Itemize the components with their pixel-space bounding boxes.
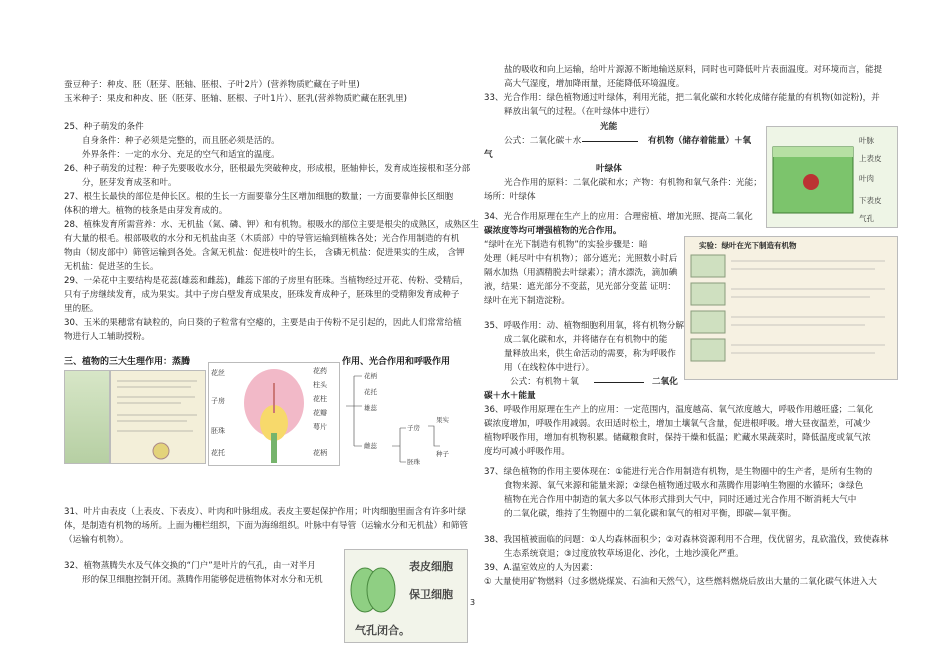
q29c: 里的胚。: [64, 304, 99, 314]
flower-label-7: 花瓣: [313, 410, 327, 417]
q34c: “绿叶在光下制造有机物”的实验步骤是：暗: [484, 240, 648, 250]
root-notes-lines: [111, 371, 205, 463]
q35d: 用（在线粒体中进行）。: [504, 363, 595, 373]
q29b: 只有子房继续发育，成为果实。其中子房白壁发育成果皮，胚珠发育成种子，胚珠里的受精卵发育成种子: [64, 290, 460, 300]
vein-shape: [803, 174, 819, 190]
leaf-label-3: 下表皮: [859, 196, 882, 205]
flow-label-4: 子房: [407, 425, 420, 432]
q30b: 物进行人工辅助授粉。: [64, 332, 150, 342]
q27a: 27、根生长最快的部位是伸长区。根的生长一方面要靠分生区增加细胞的数量；一方面要靠伸长区细胞: [64, 192, 454, 202]
section3-title: 三、植物的三大生理作用：蒸腾: [64, 357, 191, 367]
q30: 30、玉米的果穗常有缺粒的，向日葵的子粒常有空瘪的，主要是由于传粉不足引起的，因此人们常常给植: [64, 318, 462, 328]
q34f: 液，结果：遮光部分不变蓝，见光部分变蓝 证明：: [484, 282, 676, 292]
q38a: 38、我国植被面临的问题：①人均森林面积少；②对森林资源利用不合理，伐优留劣，乱砍滥伐，致使森林: [484, 535, 889, 545]
flower-flowchart: [340, 366, 452, 466]
flower-label-3: 花托: [211, 450, 225, 457]
q25a: 自身条件：种子必须是完整的，而且胚必须是活的。: [82, 136, 280, 146]
q31c: （运输有机物）。: [64, 535, 129, 545]
r-l1: 盐的吸收和向上运输，给叶片源源不断地输送原料，同时也可降低叶片表面温度。对环境而言，能提: [504, 65, 883, 75]
flower-label-0: 花丝: [211, 370, 225, 377]
stoma-svg: [345, 550, 467, 642]
light-energy-label: 光能: [600, 122, 618, 132]
q37a: 37、绿色植物的作用主要体现在：①能进行光合作用制造有机物，是生物圈中的生产者，是所有生物的: [484, 467, 873, 477]
leaf-label-4: 气孔: [859, 214, 874, 223]
flower-label-9: 花柄: [313, 450, 327, 457]
q36b: 碳浓度增加，呼吸作用减弱。农田适时松土，增加土壤氧气含量，促进根呼吸。增大昼夜温差，可减少: [484, 419, 871, 429]
stalk-shape: [271, 433, 277, 463]
q32b: 形的保卫细胞控制开闭。蒸腾作用能够促进植物体对水分和无机: [82, 575, 323, 585]
formula1c: 气: [484, 150, 493, 160]
stoma-label-0: 表皮细胞: [409, 561, 453, 573]
q25: 25、种子萌发的条件: [64, 122, 144, 132]
formula2-arrow: [594, 382, 644, 383]
flower-label-4: 花药: [313, 368, 327, 375]
stoma-label-1: 保卫细胞: [409, 589, 453, 601]
q34a: 34、光合作用原理在生产上的应用：合理密植、增加光照、提高二氧化: [484, 212, 753, 222]
seed1: 蚕豆种子：种皮、胚（胚芽、胚轴、胚根、子叶2片）(营养物质贮藏在子叶里): [64, 80, 360, 90]
q37b: 食物来源、氧气来源和能量来源；②绿色植物通过吸水和蒸腾作用影响生物圈的水循环；③绿色: [504, 481, 864, 491]
q26a: 26、种子萌发的过程：种子先要吸收水分，胚根最先突破种皮，形成根，胚轴伸长，发育成连接根和茎分部: [64, 164, 471, 174]
flower-label-2: 胚珠: [211, 428, 225, 435]
flow-label-0: 花柄: [364, 373, 377, 380]
stoma-label-2: 气孔闭合。: [355, 625, 410, 637]
q37c: 植物在光合作用中制造的氧大多以气体形式排到大气中，同时还通过光合作用不断消耗大气中: [504, 495, 857, 505]
r-l2: 高大气湿度，增加降雨量，还能降低环境温度。: [504, 79, 685, 89]
flow-label-6: 果实: [436, 417, 449, 424]
guard-cell-right: [367, 568, 395, 612]
q36a: 36、呼吸作用原理在生产上的应用：一定范围内，温度越高、氧气浓度越大，呼吸作用越旺盛；二氧化: [484, 405, 874, 415]
q31b: 体，是制造有机物的场所。上面为栅栏组织，下面为海绵组织。叶脉中有导管（运输水分和无机盐）和筛管: [64, 521, 468, 531]
flower-diagram: [208, 362, 340, 466]
q29a: 29、一朵花中主要结构是花蕊(雄蕊和雌蕊)，雌蕊下部的子房里有胚珠。当植物经过开花、传粉、受精后，: [64, 276, 469, 286]
formula1-arrow: [582, 141, 638, 142]
q33d: 场所：叶绿体: [484, 192, 536, 202]
flow-label-3: 雌蕊: [364, 443, 377, 450]
q36d: 度均可减小呼吸作用。: [484, 447, 570, 457]
flowchart-svg: [340, 366, 452, 466]
q34g: 绿叶在光下制造淀粉。: [484, 296, 570, 306]
formula2: 公式：有机物＋氧: [510, 377, 579, 387]
q33c: 光合作用的原料：二氧化碳和水；产物：有机物和氧气条件：光能；: [504, 178, 762, 188]
formula2c: 碳＋水＋能量: [484, 391, 536, 401]
flower-label-5: 柱头: [313, 382, 327, 389]
experiment-title: 实验：绿叶在光下制造有机物: [699, 241, 797, 250]
q33a: 33、光合作用：绿色植物通过叶绿体，利用光能，把二氧化碳和水转化成储存能量的有机物(如淀粉)，并: [484, 93, 880, 103]
leaf-label-0: 叶脉: [859, 136, 874, 145]
q28b: 有大量的根毛。根部吸收的水分和无机盐由茎（木质部）中的导管运输到植株各处；光合作用制造的有机: [64, 234, 460, 244]
flow-label-5: 胚珠: [407, 459, 420, 466]
q36c: 植物呼吸作用，增加有机物积累。储藏粮食时，保持干燥和低温；贮藏水果蔬菜时，降低温度或氧气浓: [484, 433, 871, 443]
q34b: 碳浓度等均可增强植物的光合作用。: [484, 226, 622, 236]
chloroplast-label: 叶绿体: [596, 164, 622, 174]
q32a: 32、植物蒸腾失水及气体交换的“门户”是叶片的气孔，由一对半月: [64, 561, 316, 571]
experiment-steps: [685, 237, 897, 379]
leaf-svg: [767, 127, 897, 227]
flower-label-6: 花柱: [313, 396, 327, 403]
q34e: 隔水加热（用酒精脱去叶绿素）；清水漂洗，滴加碘: [484, 268, 678, 278]
page-number: 3: [470, 598, 476, 607]
stoma-image: [344, 549, 468, 643]
flow-label-7: 种子: [436, 451, 449, 458]
q28d: 无机盐：促进茎的生长。: [64, 262, 159, 272]
leaf-structure-image: [766, 126, 898, 228]
flow-label-2: 雄蕊: [364, 405, 377, 412]
flower-svg: [209, 363, 339, 465]
flower-label-1: 子房: [211, 398, 225, 405]
q38b: 生态系统衰退；③过度放牧草场退化、沙化，土地沙漠化严重。: [504, 549, 744, 559]
q34d: 处理（耗尽叶中有机物）；部分遮光；光照数小时后: [484, 254, 678, 264]
formula1: 公式：二氧化碳＋水: [504, 136, 582, 146]
q35b: 成二氧化碳和水，并将储存在有机物中的能: [504, 335, 668, 345]
experiment-image: [684, 236, 898, 380]
flow-label-1: 花托: [364, 389, 377, 396]
q39a: ① 大量使用矿物燃料（过多燃烧煤炭、石油和天然气），这些燃料燃烧后放出大量的二氧化碳气体进入大: [484, 577, 877, 587]
q35a: 35、呼吸作用：动、植物细胞利用氧，将有机物分解: [484, 321, 684, 331]
q26b: 分，胚芽发育成茎和叶。: [82, 178, 177, 188]
q33b: 释放出氧气的过程。（在叶绿体中进行）: [504, 107, 655, 117]
q27b: 体积的增大。植物的枝条是由芽发育成的。: [64, 206, 228, 216]
q25b: 外界条件：一定的水分、充足的空气和适宜的温度。: [82, 150, 280, 160]
leaf-label-2: 叶肉: [859, 174, 874, 183]
formula1b: 有机物（储存着能量）＋氧: [648, 136, 752, 146]
q31a: 31、叶片由表皮（上表皮、下表皮）、叶肉和叶脉组成。表皮主要起保护作用；叶肉细胞里面含有许多叶绿: [64, 507, 466, 517]
q37d: 的二氧化碳，维持了生物圈中的二氧化碳和氧气的相对平衡，即碳—氧平衡。: [504, 509, 797, 519]
upper-epidermis: [773, 147, 853, 157]
root-tip-image: [64, 370, 110, 464]
q35c: 量释放出来，供生命活动的需要，称为呼吸作: [504, 349, 676, 359]
root-notes-image: [110, 370, 206, 464]
q28c: 物由（韧皮部中）筛管运输到各处。含氮无机盐：促进枝叶的生长， 含磷无机盐：促进果实的生成， 含钾: [64, 248, 465, 258]
q28a: 28、植株发育所需营养：水、无机盐（氮、磷、钾）和有机物。根吸水的部位主要是根尖的成熟区，成熟区生: [64, 220, 479, 230]
section3-title-cont: 作用、光合作用和呼吸作用: [342, 357, 451, 367]
formula2b: 二氧化: [652, 377, 678, 387]
q39: 39、A.温室效应的人为因素：: [484, 563, 598, 573]
leaf-label-1: 上表皮: [859, 154, 882, 163]
seed2: 玉米种子：果皮和种皮、胚（胚芽、胚轴、胚根、子叶1片）、胚乳(营养物质贮藏在胚乳里): [64, 94, 408, 104]
flower-label-8: 萼片: [313, 424, 327, 431]
